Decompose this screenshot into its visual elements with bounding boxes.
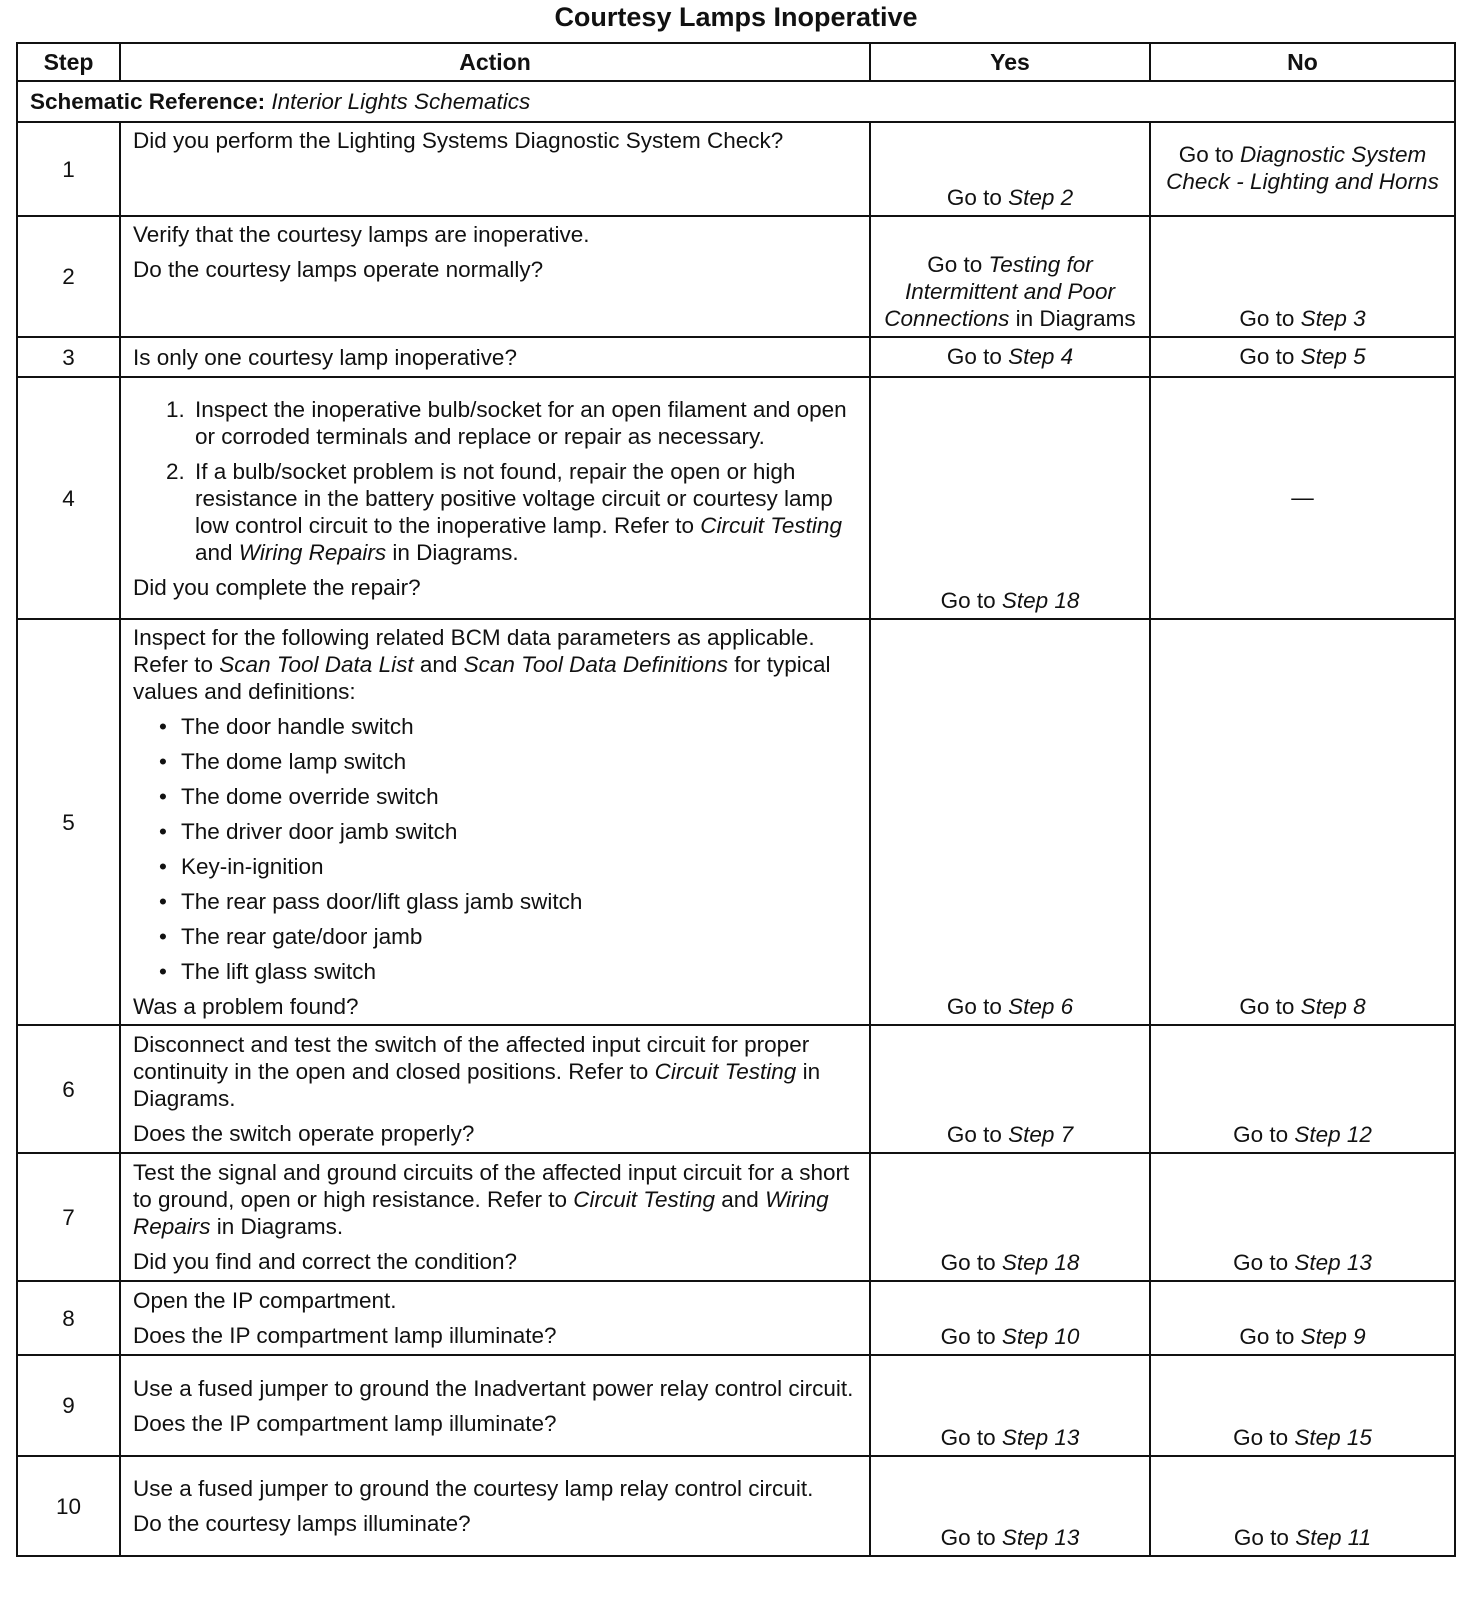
parameter-list xyxy=(133,713,863,985)
step-link: Step 7 xyxy=(1008,1122,1074,1147)
step-link: Step 15 xyxy=(1294,1425,1372,1450)
yes-cell: Go to Step 6 xyxy=(870,619,1150,1025)
table-row xyxy=(17,1281,1455,1355)
step-number: 2 xyxy=(17,216,120,337)
step-number: 5 xyxy=(17,619,120,1025)
procedure-link: Scan Tool Data List xyxy=(219,652,414,677)
schematic-reference xyxy=(17,81,1455,122)
step-link: Step 13 xyxy=(1001,1525,1080,1550)
action-cell xyxy=(120,377,870,619)
page-title: Courtesy Lamps Inoperative xyxy=(554,2,918,32)
instruction: Use a fused jumper to ground the courtesy lamp relay control circuit. xyxy=(133,1476,814,1501)
diagnostic-table xyxy=(16,42,1456,1557)
list-item: • The driver door jamb switch xyxy=(181,818,863,845)
yes-cell: Go to Step 13 xyxy=(870,1456,1150,1556)
action-cell xyxy=(120,216,870,337)
instruction: Test the signal and ground circuits of the affected input circuit for a short to ground, open or high resistance. Refer to Circuit Testing and Wiring Repairs in Diagrams. xyxy=(133,1160,850,1239)
step-link: Step 11 xyxy=(1295,1525,1372,1550)
question: Does the switch operate properly? xyxy=(133,1121,475,1146)
header-action: Action xyxy=(120,43,870,81)
step-link: Step 3 xyxy=(1300,306,1366,331)
action-cell xyxy=(120,337,870,377)
no-cell: Go to Step 9 xyxy=(1150,1281,1455,1355)
no-cell: Go to Step 3 xyxy=(1150,216,1455,337)
step-link: Step 13 xyxy=(1294,1250,1372,1275)
step-link: Step 6 xyxy=(1008,994,1074,1019)
schematic-label: Schematic Reference: xyxy=(30,89,266,114)
step-link: Step 18 xyxy=(1001,588,1080,613)
procedure-link: Circuit Testing xyxy=(573,1187,716,1212)
step-number: 9 xyxy=(17,1355,120,1456)
table-row xyxy=(17,377,1455,619)
question: Was a problem found? xyxy=(133,994,359,1019)
table-row xyxy=(17,337,1455,377)
question: Is only one courtesy lamp inoperative? xyxy=(133,344,517,370)
procedure-link: Scan Tool Data Definitions xyxy=(463,652,728,677)
list-item: • The rear pass door/lift glass jamb switch xyxy=(181,888,863,915)
yes-cell: Go to Testing for Intermittent and Poor Connections in Diagrams xyxy=(870,216,1150,337)
schematic-reference-row xyxy=(17,81,1455,122)
question: Does the IP compartment lamp illuminate? xyxy=(133,1410,557,1436)
step-link: Step 18 xyxy=(1001,1250,1080,1275)
yes-cell: Go to Step 13 xyxy=(870,1355,1150,1456)
schematic-link: Interior Lights Schematics xyxy=(271,89,531,114)
table-row xyxy=(17,619,1455,1025)
no-cell: — xyxy=(1150,377,1455,619)
header-no: No xyxy=(1150,43,1455,81)
list-item: • The lift glass switch xyxy=(181,958,863,985)
yes-cell: Go to Step 18 xyxy=(870,377,1150,619)
instruction: Disconnect and test the switch of the affected input circuit for proper continuity in the open and closed positions. Refer to Circuit Testing in Diagrams. xyxy=(133,1032,821,1111)
action-cell xyxy=(120,1355,870,1456)
yes-cell: Go to Step 4 xyxy=(870,337,1150,377)
instruction: Use a fused jumper to ground the Inadvertant power relay control circuit. xyxy=(133,1375,854,1401)
no-cell: Go to Step 8 xyxy=(1150,619,1455,1025)
procedure-link: Circuit Testing xyxy=(700,512,842,538)
step-link: Step 9 xyxy=(1300,1324,1366,1349)
no-cell: Go to Step 15 xyxy=(1150,1355,1455,1456)
no-cell: Go to Diagnostic System Check - Lighting and Horns xyxy=(1150,122,1455,216)
step-link: Step 4 xyxy=(1008,343,1074,369)
table-row xyxy=(17,122,1455,216)
action-cell xyxy=(120,1025,870,1153)
list-item: • The door handle switch xyxy=(181,713,863,740)
table-row xyxy=(17,1355,1455,1456)
instruction: Inspect for the following related BCM data parameters as applicable. Refer to Scan Tool Data List and Scan Tool Data Definitions for typical values and definitions: xyxy=(133,625,831,704)
step-link: Step 8 xyxy=(1300,994,1366,1019)
instruction: Verify that the courtesy lamps are inoperative. xyxy=(133,222,590,247)
no-cell: Go to Step 5 xyxy=(1150,337,1455,377)
procedure-link: Diagnostic System Check - Lighting and Horns xyxy=(1166,142,1439,194)
table-row xyxy=(17,1025,1455,1153)
procedure-link: Wiring Repairs xyxy=(133,1187,829,1239)
table-row xyxy=(17,1456,1455,1556)
step-number: 8 xyxy=(17,1281,120,1355)
list-item: • The dome lamp switch xyxy=(181,748,863,775)
no-cell: Go to Step 12 xyxy=(1150,1025,1455,1153)
action-cell xyxy=(120,1153,870,1281)
list-item: • Key-in-ignition xyxy=(181,853,863,880)
question: Did you find and correct the condition? xyxy=(133,1249,517,1274)
list-item: 1. Inspect the inoperative bulb/socket for an open filament and open or corroded terminals and replace or repair as necessary. xyxy=(191,396,863,450)
step-link: Step 10 xyxy=(1001,1324,1080,1349)
step-number: 1 xyxy=(17,122,120,216)
action-cell xyxy=(120,619,870,1025)
step-link: Step 12 xyxy=(1294,1122,1372,1147)
step-link: Step 2 xyxy=(1008,185,1074,210)
step-number: 10 xyxy=(17,1456,120,1556)
action-cell xyxy=(120,122,870,216)
step-link: Step 5 xyxy=(1300,343,1366,369)
list-item: • The dome override switch xyxy=(181,783,863,810)
step-number: 7 xyxy=(17,1153,120,1281)
list-item: 2. If a bulb/socket problem is not found, repair the open or high resistance in the battery positive voltage circuit or courtesy lamp low control circuit to the inoperative lamp. Refer to Circuit Testing and Wiring Repairs in Diagrams. xyxy=(191,458,863,566)
step-link: Step 13 xyxy=(1001,1425,1080,1450)
numbered-list xyxy=(133,396,863,566)
yes-cell: Go to Step 7 xyxy=(870,1025,1150,1153)
question: Did you complete the repair? xyxy=(133,574,421,600)
yes-cell: Go to Step 18 xyxy=(870,1153,1150,1281)
yes-cell: Go to Step 10 xyxy=(870,1281,1150,1355)
question: Did you perform the Lighting Systems Diagnostic System Check? xyxy=(133,128,784,153)
table-row xyxy=(17,216,1455,337)
question: Does the IP compartment lamp illuminate? xyxy=(133,1323,557,1348)
no-cell: Go to Step 11 xyxy=(1150,1456,1455,1556)
action-cell xyxy=(120,1456,870,1556)
list-item: • The rear gate/door jamb xyxy=(181,923,863,950)
question: Do the courtesy lamps operate normally? xyxy=(133,257,544,282)
step-number: 4 xyxy=(17,377,120,619)
action-cell xyxy=(120,1281,870,1355)
header-row xyxy=(17,43,1455,81)
header-yes: Yes xyxy=(870,43,1150,81)
instruction: Open the IP compartment. xyxy=(133,1288,397,1313)
table-row xyxy=(17,1153,1455,1281)
step-number: 3 xyxy=(17,337,120,377)
question: Do the courtesy lamps illuminate? xyxy=(133,1511,471,1536)
yes-cell: Go to Step 2 xyxy=(870,122,1150,216)
procedure-link: Circuit Testing xyxy=(654,1059,797,1084)
step-number: 6 xyxy=(17,1025,120,1153)
procedure-link: Wiring Repairs xyxy=(238,539,387,565)
header-step: Step xyxy=(17,43,120,81)
procedure-link: Testing for Intermittent and Poor Connections xyxy=(884,252,1116,331)
no-cell: Go to Step 13 xyxy=(1150,1153,1455,1281)
